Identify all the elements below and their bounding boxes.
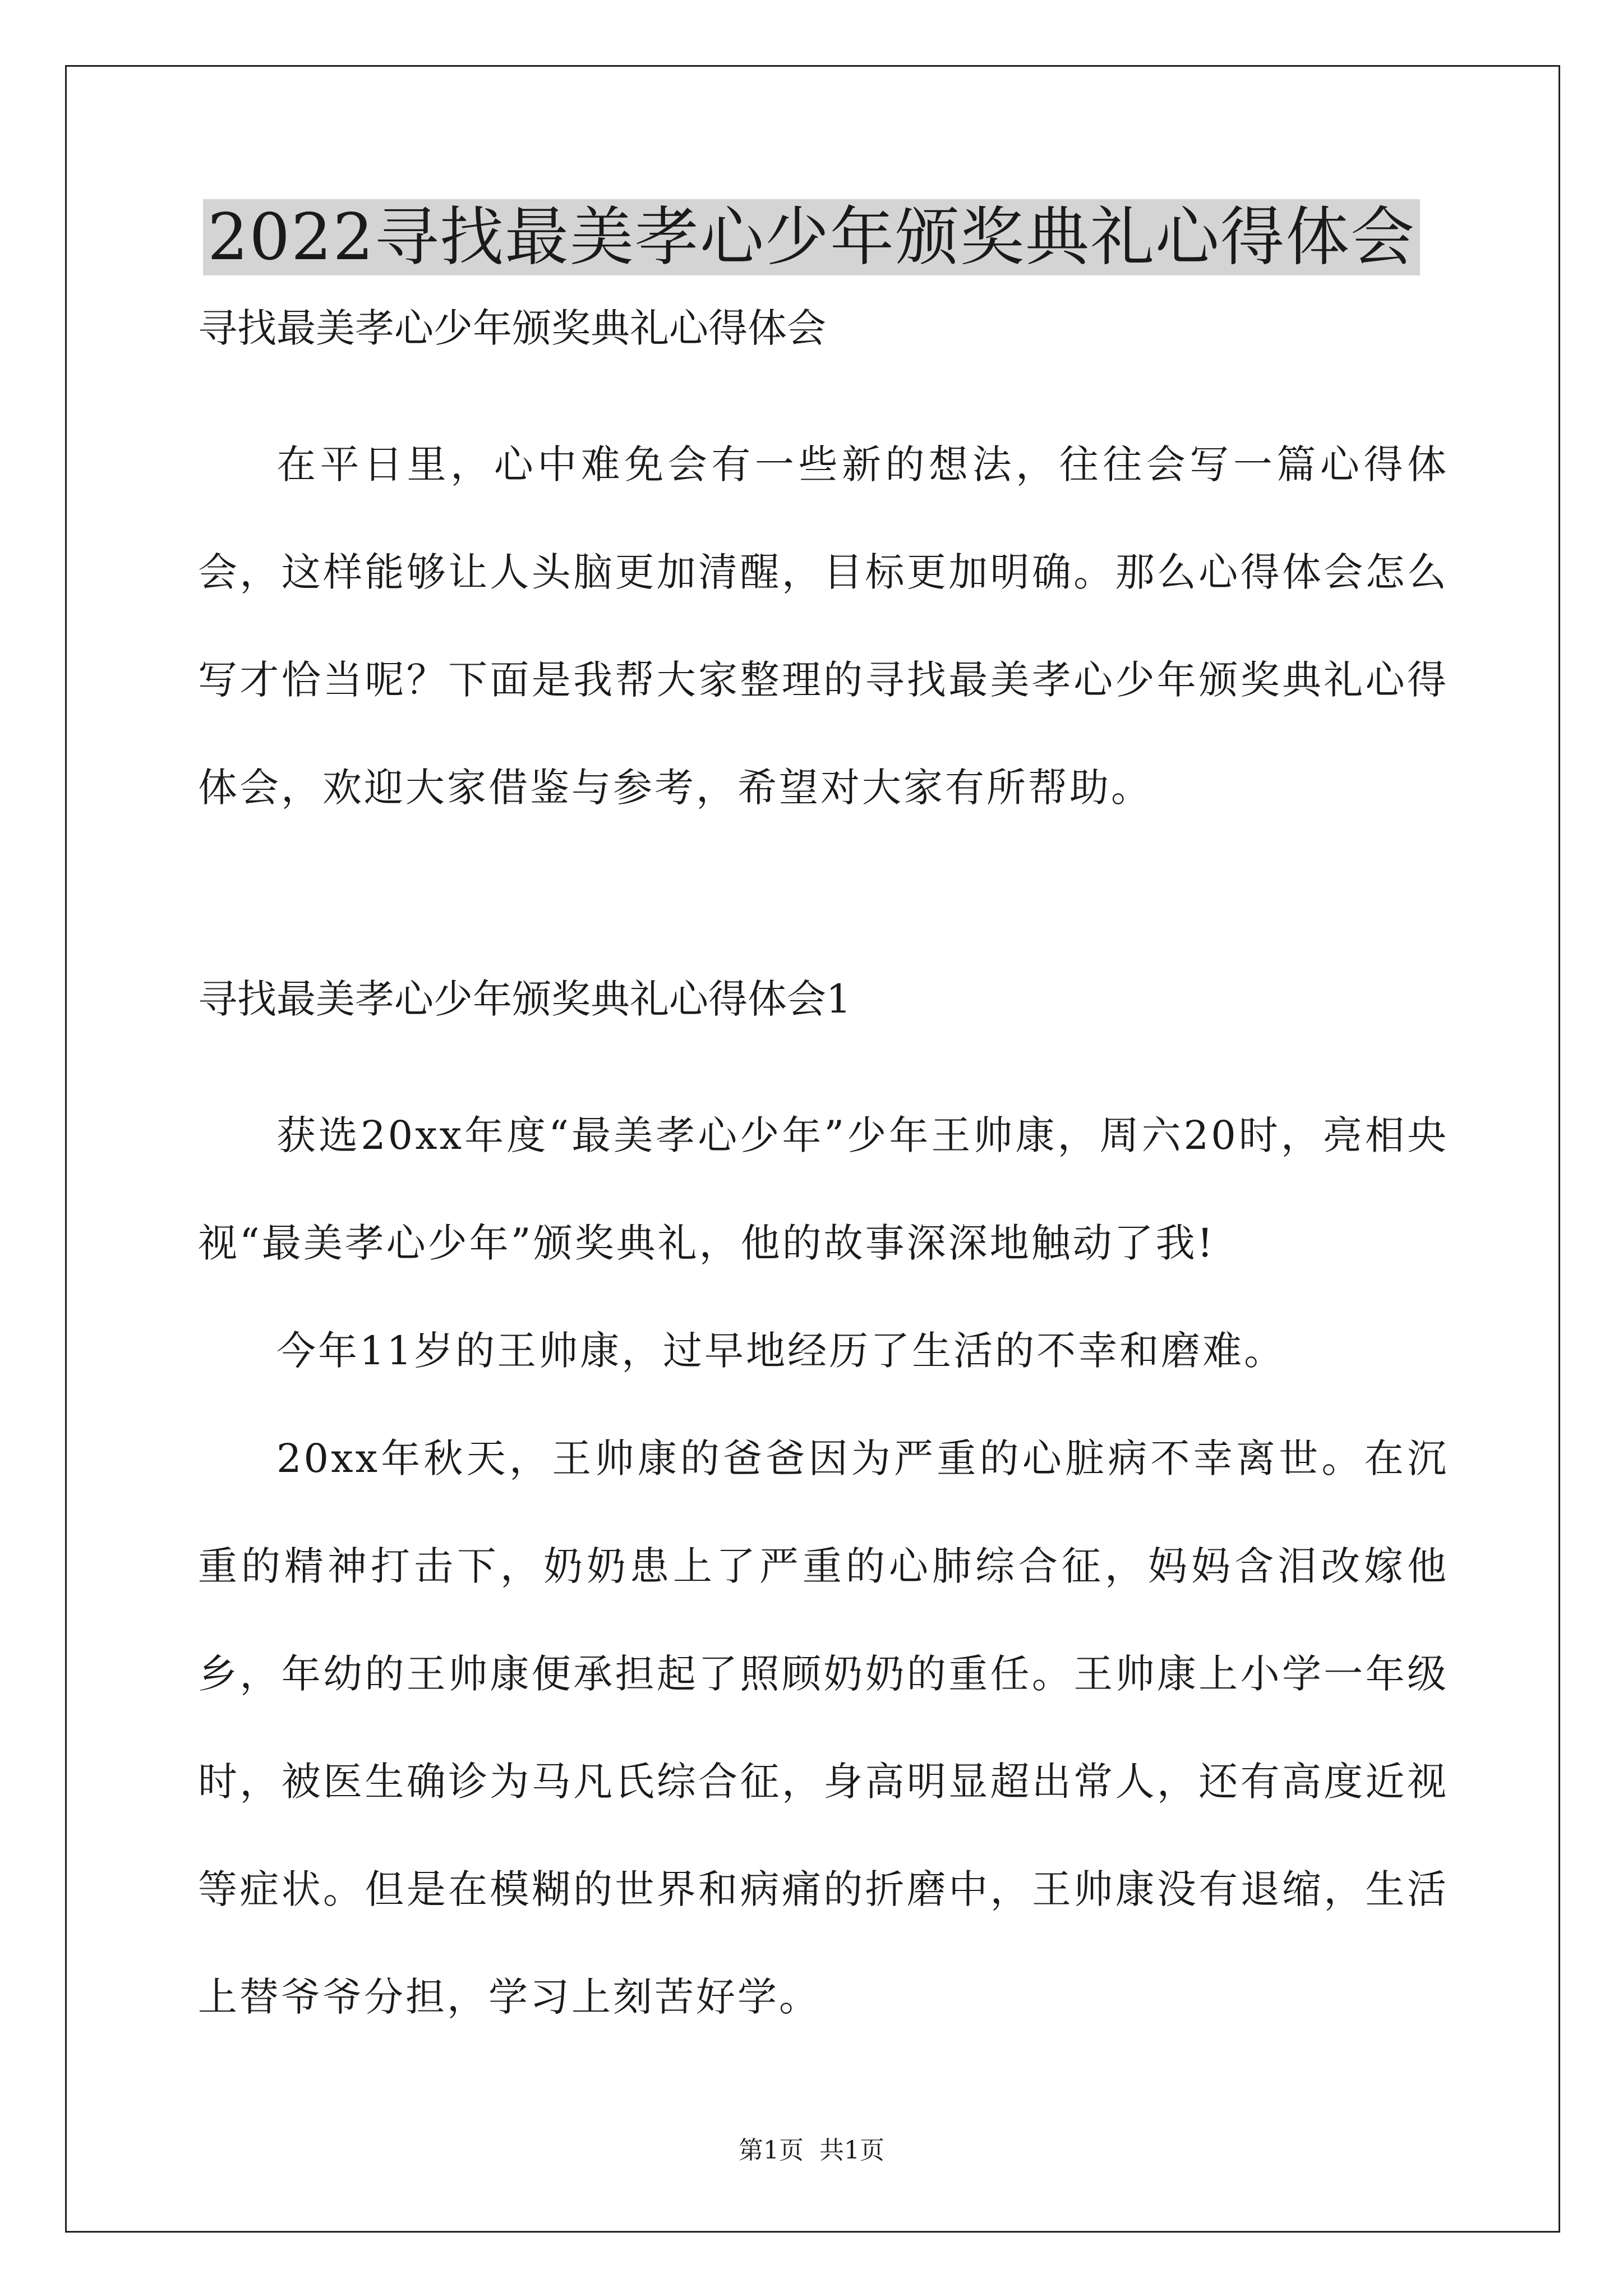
page-number: 第1页 — [739, 2136, 804, 2165]
title-wrapper — [0, 199, 1623, 275]
spacer — [198, 353, 1449, 411]
body-paragraph: 获选20xx年度“最美孝心少年”少年王帅康，周六20时，亮相央视“最美孝心少年”颁奖典礼，他的故事深深地触动了我! — [198, 1112, 1449, 1266]
document-body — [198, 303, 1449, 2051]
spacer — [198, 841, 1449, 974]
page-total: 共1页 — [819, 2136, 884, 2165]
section-heading: 寻找最美孝心少年颁奖典礼心得体会1 — [198, 976, 851, 1022]
document-title: 2022寻找最美孝心少年颁奖典礼心得体会 — [203, 199, 1420, 275]
body-paragraph: 20xx年秋天，王帅康的爸爸因为严重的心脏病不幸离世。在沉重的精神打击下，奶奶患上了严重的心肺综合征，妈妈含泪改嫁他乡，年幼的王帅康便承担起了照顾奶奶的重任。王帅康上小学一年级时，被医生确诊为马凡氏综合征，身高明显超出常人，还有高度近视等症状。但是在模糊的世界和病痛的折磨中，王帅康没有退缩，生活上替爷爷分担，学习上刻苦好学。 — [198, 1435, 1449, 2020]
subtitle: 寻找最美孝心少年颁奖典礼心得体会 — [198, 305, 826, 351]
page-footer — [0, 2135, 1623, 2166]
intro-paragraph: 在平日里，心中难免会有一些新的想法，往往会写一篇心得体会，这样能够让人头脑更加清醒，目标更加明确。那么心得体会怎么写才恰当呢？下面是我帮大家整理的寻找最美孝心少年颁奖典礼心得体会，欢迎大家借鉴与参考，希望对大家有所帮助。 — [198, 441, 1449, 811]
spacer — [198, 1024, 1449, 1082]
body-paragraph: 今年11岁的王帅康，过早地经历了生活的不幸和磨难。 — [276, 1328, 1286, 1374]
